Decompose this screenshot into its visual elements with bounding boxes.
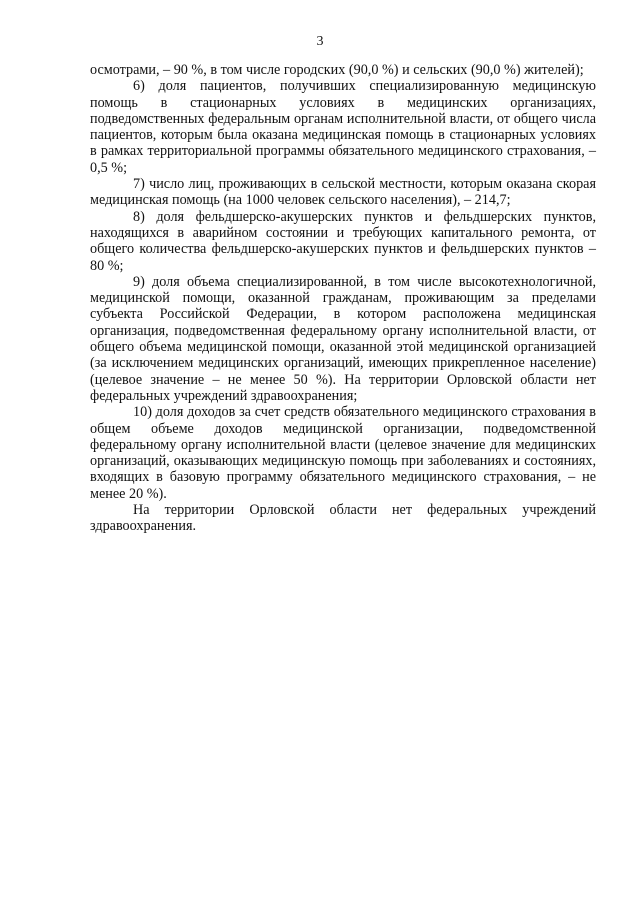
document-body [90, 62, 596, 535]
paragraph-item-10: 10) доля доходов за счет средств обязательного медицинского страхования в общем объеме доходов медицинской организации, подведомственной федеральному органу исполнительной власти (целевое значение для медицинских организаций, оказывающих медицинскую помощь при заболеваниях и состояниях, входящих в базовую программу обязательного медицинского страхования, – не менее 20 %). [90, 404, 596, 502]
paragraph-closing-note: На территории Орловской области нет федеральных учреждений здравоохранения. [90, 502, 596, 535]
paragraph-item-6: 6) доля пациентов, получивших специализированную медицинскую помощь в стационарных условиях в медицинских организациях, подведомственных федеральным органам исполнительной власти, от общего числа пациентов, которым была оказана медицинская помощь в стационарных условиях в рамках территориальной программы обязательного медицинского страхования, – 0,5 %; [90, 78, 596, 176]
paragraph-item-8: 8) доля фельдшерско-акушерских пунктов и фельдшерских пунктов, находящихся в аварийном состоянии и требующих капитального ремонта, от общего количества фельдшерско-акушерских пунктов и фельдшерских пунктов – 80 %; [90, 208, 596, 274]
paragraph-item-9: 9) доля объема специализированной, в том числе высокотехнологичной, медицинской помощи, оказанной гражданам, проживающим за пределами субъекта Российской Федерации, в котором расположена медицинская организация, подведомственная федеральному органу исполнительной власти, от общего объема медицинской помощи, оказанной этой медицинской организацией (за исключением медицинских организаций, имеющих прикрепленное население) (целевое значение – не менее 50 %). На территории Орловской области нет федеральных учреждений здравоохранения; [90, 273, 596, 404]
paragraph-item-7: 7) число лиц, проживающих в сельской местности, которым оказана скорая медицинская помощь (на 1000 человек сельского населения), – 214,7; [90, 176, 596, 209]
page-number: 3 [316, 34, 324, 49]
paragraph-continuation: осмотрами, – 90 %, в том числе городских (90,0 %) и сельских (90,0 %) жителей); [90, 62, 584, 78]
